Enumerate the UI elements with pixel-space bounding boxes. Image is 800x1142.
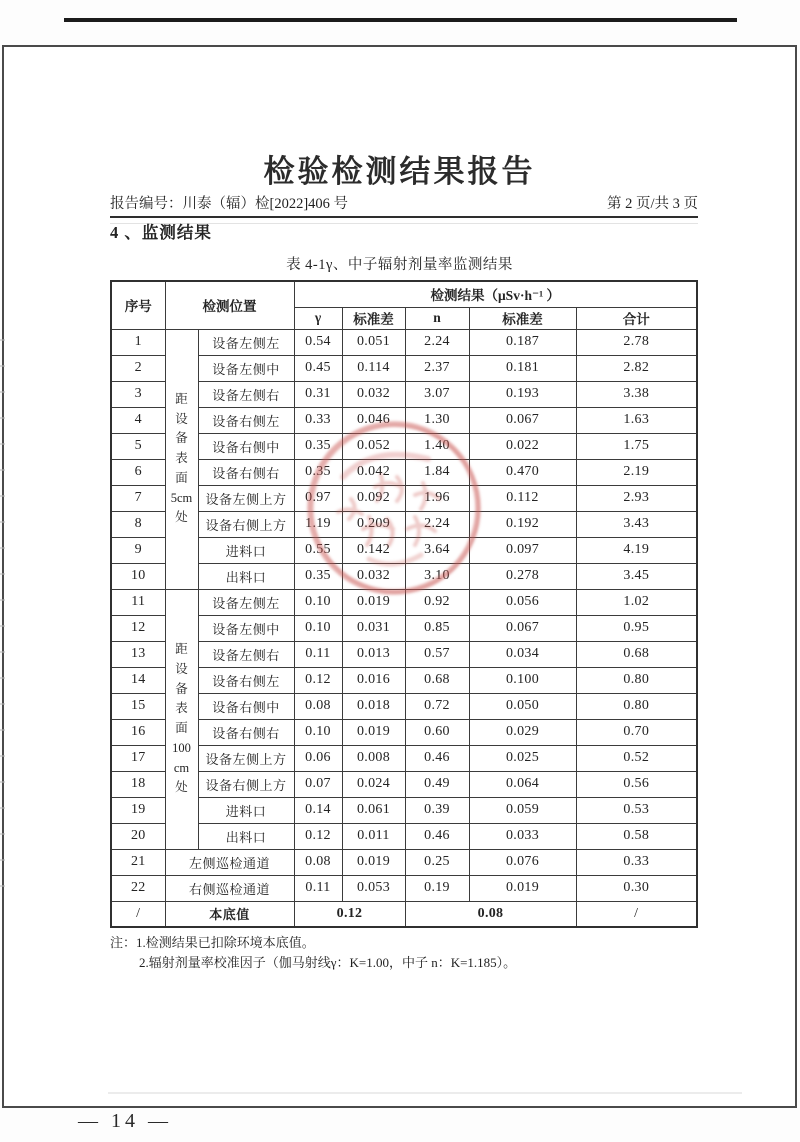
neutron-cell: 1.30	[405, 407, 469, 433]
neutron-sd-cell: 0.097	[469, 537, 576, 563]
position-cell: 进料口	[198, 797, 294, 823]
table-row	[111, 459, 697, 485]
gamma-cell: 0.10	[294, 615, 342, 641]
report-meta-line	[110, 194, 698, 218]
position-cell: 进料口	[198, 537, 294, 563]
document-page	[2, 45, 797, 1108]
table-row	[111, 433, 697, 459]
row-number-cell: 16	[111, 719, 165, 745]
gamma-sd-cell: 0.011	[342, 823, 405, 849]
total-cell: 4.19	[576, 537, 697, 563]
note-2: 2.辐射剂量率校准因子（伽马射线γ：K=1.00，中子 n：K=1.185）。	[139, 955, 517, 970]
gamma-cell: 0.35	[294, 433, 342, 459]
neutron-cell: 1.40	[405, 433, 469, 459]
gamma-sd-cell: 0.053	[342, 875, 405, 901]
row-number-cell: 20	[111, 823, 165, 849]
position-cell: 设备右侧右	[198, 719, 294, 745]
row-number-cell: 15	[111, 693, 165, 719]
table-row	[111, 797, 697, 823]
gamma-sd-cell: 0.092	[342, 485, 405, 511]
gamma-sd-cell: 0.042	[342, 459, 405, 485]
total-cell: 2.78	[576, 329, 697, 355]
position-cell: 设备左侧中	[198, 615, 294, 641]
distance-group-cell: 距 设 备 表 面 5cm 处	[165, 329, 198, 589]
position-cell: 出料口	[198, 563, 294, 589]
position-cell: 设备左侧右	[198, 381, 294, 407]
gamma-cell: 0.35	[294, 459, 342, 485]
neutron-cell: 1.84	[405, 459, 469, 485]
row-number-cell: 8	[111, 511, 165, 537]
total-cell: 2.82	[576, 355, 697, 381]
neutron-sd-cell: 0.025	[469, 745, 576, 771]
table-row	[111, 823, 697, 849]
total-cell: 0.52	[576, 745, 697, 771]
neutron-cell: 3.10	[405, 563, 469, 589]
page-info: 第 2 页/共 3 页	[606, 196, 698, 212]
neutron-cell: 0.25	[405, 849, 469, 875]
gamma-cell: 0.55	[294, 537, 342, 563]
col-header-position: 检测位置	[165, 281, 294, 329]
position-cell: 设备右侧左	[198, 667, 294, 693]
neutron-sd-cell: 0.067	[469, 407, 576, 433]
neutron-sd-cell: 0.019	[469, 875, 576, 901]
col-header-sd2: 标准差	[469, 307, 576, 329]
neutron-sd-cell: 0.278	[469, 563, 576, 589]
row-number-cell: 17	[111, 745, 165, 771]
neutron-sd-cell: 0.470	[469, 459, 576, 485]
neutron-cell: 2.24	[405, 329, 469, 355]
neutron-sd-cell: 0.022	[469, 433, 576, 459]
position-cell: 右侧巡检通道	[165, 875, 294, 901]
neutron-sd-cell: 0.034	[469, 641, 576, 667]
total-cell: 0.80	[576, 667, 697, 693]
row-number-cell: 2	[111, 355, 165, 381]
neutron-cell: 0.19	[405, 875, 469, 901]
total-cell: 0.95	[576, 615, 697, 641]
gamma-cell: 0.10	[294, 719, 342, 745]
row-number-cell: 14	[111, 667, 165, 693]
neutron-sd-cell: 0.050	[469, 693, 576, 719]
gamma-cell: 0.54	[294, 329, 342, 355]
neutron-cell: 0.46	[405, 745, 469, 771]
neutron-sd-cell: 0.029	[469, 719, 576, 745]
row-number-cell: 18	[111, 771, 165, 797]
total-cell: 0.70	[576, 719, 697, 745]
gamma-cell: 0.10	[294, 589, 342, 615]
position-cell: 设备左侧左	[198, 589, 294, 615]
col-header-gamma: γ	[294, 307, 342, 329]
gamma-cell: 0.11	[294, 875, 342, 901]
gamma-cell: 0.06	[294, 745, 342, 771]
table-row	[111, 537, 697, 563]
gamma-cell: 0.07	[294, 771, 342, 797]
gamma-cell: 0.12	[294, 667, 342, 693]
neutron-sd-cell: 0.033	[469, 823, 576, 849]
neutron-cell: 1.96	[405, 485, 469, 511]
position-cell: 设备左侧中	[198, 355, 294, 381]
row-number-cell: 13	[111, 641, 165, 667]
row-number-cell: 3	[111, 381, 165, 407]
row-number-cell: 5	[111, 433, 165, 459]
total-cell: 0.33	[576, 849, 697, 875]
neutron-cell: 2.37	[405, 355, 469, 381]
row-number-cell: 7	[111, 485, 165, 511]
total-cell: 3.43	[576, 511, 697, 537]
results-table-body	[111, 329, 697, 927]
gamma-sd-cell: 0.061	[342, 797, 405, 823]
background-value-row	[111, 901, 697, 927]
neutron-cell: 3.64	[405, 537, 469, 563]
note-1: 注：1.检测结果已扣除环境本底值。	[110, 935, 315, 950]
neutron-cell: 0.57	[405, 641, 469, 667]
neutron-cell: 0.49	[405, 771, 469, 797]
total-cell: 3.45	[576, 563, 697, 589]
neutron-cell: 3.07	[405, 381, 469, 407]
neutron-sd-cell: 0.181	[469, 355, 576, 381]
gamma-sd-cell: 0.052	[342, 433, 405, 459]
neutron-sd-cell: 0.187	[469, 329, 576, 355]
table-row	[111, 641, 697, 667]
total-cell: 0.58	[576, 823, 697, 849]
position-cell: 设备左侧左	[198, 329, 294, 355]
section-heading: 4 、监测结果	[110, 223, 212, 242]
table-row	[111, 485, 697, 511]
col-header-total: 合计	[576, 307, 697, 329]
gamma-sd-cell: 0.013	[342, 641, 405, 667]
neutron-cell: 0.39	[405, 797, 469, 823]
report-number: 报告编号：川泰（辐）检[2022]406 号	[110, 196, 349, 212]
gamma-cell: 0.12	[294, 823, 342, 849]
table-row	[111, 563, 697, 589]
gamma-sd-cell: 0.142	[342, 537, 405, 563]
position-cell: 设备左侧右	[198, 641, 294, 667]
table-row	[111, 407, 697, 433]
gamma-cell: 0.14	[294, 797, 342, 823]
table-row	[111, 719, 697, 745]
gamma-cell: 0.33	[294, 407, 342, 433]
background-no-cell: /	[111, 901, 165, 927]
background-gamma-cell: 0.12	[294, 901, 405, 927]
row-number-cell: 10	[111, 563, 165, 589]
position-cell: 设备右侧中	[198, 693, 294, 719]
neutron-sd-cell: 0.067	[469, 615, 576, 641]
position-cell: 设备左侧上方	[198, 485, 294, 511]
position-cell: 设备左侧上方	[198, 745, 294, 771]
gamma-sd-cell: 0.008	[342, 745, 405, 771]
background-label-cell: 本底值	[165, 901, 294, 927]
neutron-cell: 0.85	[405, 615, 469, 641]
total-cell: 2.19	[576, 459, 697, 485]
gamma-cell: 0.31	[294, 381, 342, 407]
neutron-cell: 0.92	[405, 589, 469, 615]
col-header-result: 检测结果（μSv·h⁻¹ ）	[294, 281, 697, 307]
neutron-sd-cell: 0.059	[469, 797, 576, 823]
table-row	[111, 355, 697, 381]
table-header-row	[111, 281, 697, 307]
document-title: 检验检测结果报告	[263, 154, 536, 189]
background-total-cell: /	[576, 901, 697, 927]
position-cell: 设备右侧中	[198, 433, 294, 459]
gamma-sd-cell: 0.024	[342, 771, 405, 797]
position-cell: 设备右侧上方	[198, 771, 294, 797]
gamma-sd-cell: 0.031	[342, 615, 405, 641]
col-header-sd1: 标准差	[342, 307, 405, 329]
neutron-sd-cell: 0.064	[469, 771, 576, 797]
table-row	[111, 589, 697, 615]
total-cell: 0.56	[576, 771, 697, 797]
position-cell: 设备右侧上方	[198, 511, 294, 537]
neutron-sd-cell: 0.193	[469, 381, 576, 407]
neutron-sd-cell: 0.112	[469, 485, 576, 511]
page-number: — 14 —	[78, 1110, 172, 1132]
row-number-cell: 4	[111, 407, 165, 433]
neutron-cell: 0.68	[405, 667, 469, 693]
gamma-sd-cell: 0.019	[342, 589, 405, 615]
total-cell: 2.93	[576, 485, 697, 511]
gamma-cell: 0.08	[294, 693, 342, 719]
row-number-cell: 9	[111, 537, 165, 563]
total-cell: 1.02	[576, 589, 697, 615]
neutron-sd-cell: 0.100	[469, 667, 576, 693]
gamma-sd-cell: 0.016	[342, 667, 405, 693]
table-row	[111, 745, 697, 771]
gamma-cell: 1.19	[294, 511, 342, 537]
gamma-sd-cell: 0.032	[342, 563, 405, 589]
total-cell: 1.63	[576, 407, 697, 433]
gamma-cell: 0.35	[294, 563, 342, 589]
gamma-cell: 0.11	[294, 641, 342, 667]
row-number-cell: 1	[111, 329, 165, 355]
table-row	[111, 693, 697, 719]
col-header-no: 序号	[111, 281, 165, 329]
distance-group-cell: 距 设 备 表 面 100 cm 处	[165, 589, 198, 849]
row-number-cell: 12	[111, 615, 165, 641]
total-cell: 3.38	[576, 381, 697, 407]
table-notes	[110, 933, 516, 973]
row-number-cell: 11	[111, 589, 165, 615]
table-row	[111, 381, 697, 407]
total-cell: 1.75	[576, 433, 697, 459]
col-header-n: n	[405, 307, 469, 329]
neutron-sd-cell: 0.076	[469, 849, 576, 875]
position-cell: 设备右侧左	[198, 407, 294, 433]
gamma-sd-cell: 0.051	[342, 329, 405, 355]
gamma-sd-cell: 0.032	[342, 381, 405, 407]
gamma-sd-cell: 0.019	[342, 849, 405, 875]
row-number-cell: 6	[111, 459, 165, 485]
gamma-sd-cell: 0.018	[342, 693, 405, 719]
table-title: 表 4-1γ、中子辐射剂量率监测结果	[286, 257, 513, 273]
scan-noise	[0, 330, 5, 905]
gamma-sd-cell: 0.046	[342, 407, 405, 433]
neutron-cell: 0.60	[405, 719, 469, 745]
neutron-cell: 0.72	[405, 693, 469, 719]
neutron-sd-cell: 0.192	[469, 511, 576, 537]
gamma-sd-cell: 0.209	[342, 511, 405, 537]
position-cell: 左侧巡检通道	[165, 849, 294, 875]
neutron-sd-cell: 0.056	[469, 589, 576, 615]
scan-top-bar	[64, 18, 737, 22]
scan-faint-line	[108, 1092, 742, 1094]
table-row	[111, 615, 697, 641]
row-number-cell: 21	[111, 849, 165, 875]
total-cell: 0.68	[576, 641, 697, 667]
row-number-cell: 22	[111, 875, 165, 901]
row-number-cell: 19	[111, 797, 165, 823]
table-row	[111, 875, 697, 901]
neutron-cell: 2.24	[405, 511, 469, 537]
neutron-cell: 0.46	[405, 823, 469, 849]
background-neutron-cell: 0.08	[405, 901, 576, 927]
gamma-sd-cell: 0.114	[342, 355, 405, 381]
table-row	[111, 329, 697, 355]
table-row	[111, 849, 697, 875]
gamma-cell: 0.08	[294, 849, 342, 875]
table-row	[111, 667, 697, 693]
gamma-sd-cell: 0.019	[342, 719, 405, 745]
total-cell: 0.80	[576, 693, 697, 719]
results-table	[110, 280, 698, 928]
total-cell: 0.53	[576, 797, 697, 823]
position-cell: 出料口	[198, 823, 294, 849]
table-row	[111, 771, 697, 797]
gamma-cell: 0.97	[294, 485, 342, 511]
gamma-cell: 0.45	[294, 355, 342, 381]
position-cell: 设备右侧右	[198, 459, 294, 485]
table-row	[111, 511, 697, 537]
total-cell: 0.30	[576, 875, 697, 901]
